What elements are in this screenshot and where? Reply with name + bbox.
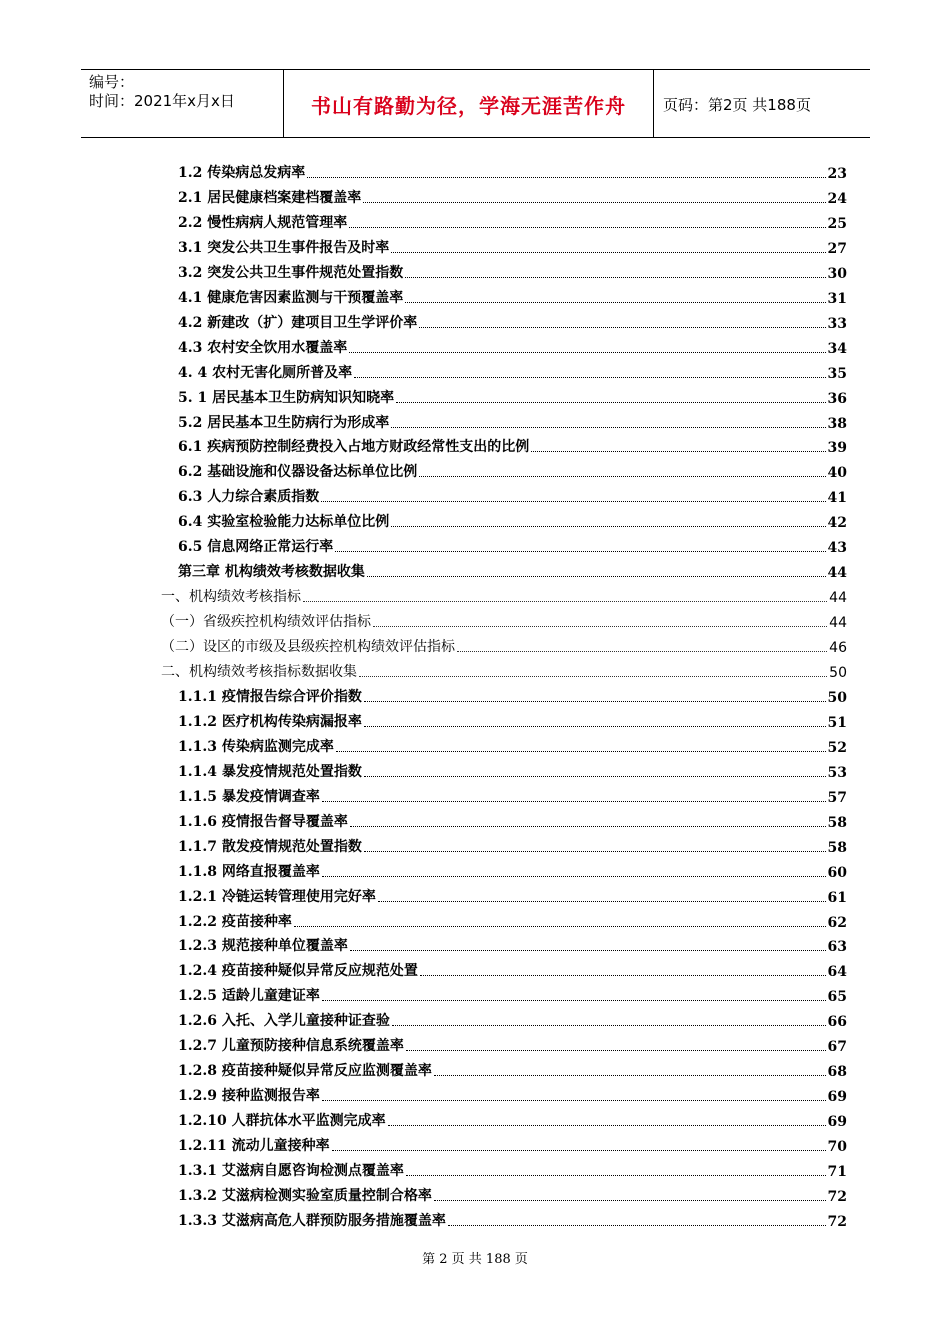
toc-entry-title: 1.2.10 人群抗体水平监测完成率 — [178, 1113, 386, 1130]
toc-entry-page: 43 — [827, 540, 847, 557]
toc-entry-title: 1.2.6 入托、入学儿童接种证查验 — [178, 1013, 390, 1030]
toc-entry-page: 35 — [827, 365, 847, 382]
toc-entry-page: 69 — [827, 1089, 847, 1106]
toc-entry[interactable] — [161, 636, 847, 656]
toc-dot-leader — [457, 651, 827, 652]
toc-entry-page: 61 — [827, 889, 847, 906]
toc-dot-leader — [391, 252, 825, 253]
toc-entry-page: 25 — [827, 215, 847, 232]
toc-entry[interactable] — [178, 287, 847, 307]
toc-entry-title: （二）设区的市级及县级疾控机构绩效评估指标 — [161, 639, 455, 656]
toc-dot-leader — [396, 402, 825, 403]
toc-dot-leader — [448, 1225, 826, 1226]
toc-entry-title: 2.1 居民健康档案建档覆盖率 — [178, 189, 362, 206]
toc-entry-title: 2.2 慢性病病人规范管理率 — [178, 214, 348, 231]
toc-entry[interactable] — [178, 312, 847, 332]
toc-entry[interactable] — [178, 711, 847, 731]
toc-entry[interactable] — [178, 1210, 847, 1230]
header-divider — [653, 70, 654, 137]
toc-entry-title: 1.1.2 医疗机构传染病漏报率 — [178, 713, 362, 730]
toc-entry-page: 40 — [827, 465, 847, 482]
toc-entry-page: 58 — [827, 814, 847, 831]
toc-dot-leader — [367, 576, 826, 577]
toc-entry-page: 33 — [827, 315, 847, 332]
toc-dot-leader — [303, 601, 827, 602]
toc-entry-page: 30 — [827, 265, 847, 282]
toc-entry-page: 27 — [827, 240, 847, 257]
toc-dot-leader — [349, 227, 825, 228]
toc-entry-title: 1.2.11 流动儿童接种率 — [178, 1138, 330, 1155]
toc-dot-leader — [350, 950, 826, 951]
toc-entry-title: 6.4 实验室检验能力达标单位比例 — [178, 514, 390, 531]
toc-dot-leader — [388, 1125, 826, 1126]
toc-dot-leader — [531, 451, 825, 452]
toc-entry[interactable] — [178, 985, 847, 1005]
toc-entry-page: 24 — [827, 190, 847, 207]
toc-dot-leader — [322, 1100, 826, 1101]
toc-entry-title: 6.1 疾病预防控制经费投入占地方财政经常性支出的比例 — [178, 439, 530, 456]
toc-entry[interactable] — [178, 262, 847, 282]
toc-entry-page: 58 — [827, 839, 847, 856]
toc-entry-page: 52 — [827, 739, 847, 756]
toc-dot-leader — [294, 926, 826, 927]
toc-entry-title: 1.2.9 接种监测报告率 — [178, 1088, 320, 1105]
toc-entry-page: 42 — [827, 515, 847, 532]
toc-entry[interactable] — [178, 935, 847, 955]
toc-entry-title: 4.2 新建改（扩）建项目卫生学评价率 — [178, 314, 418, 331]
toc-entry-page: 69 — [827, 1114, 847, 1131]
toc-entry[interactable] — [161, 611, 847, 631]
toc-dot-leader — [420, 975, 826, 976]
header-page-info: 页码：第2页 共188页 — [663, 96, 811, 114]
toc-entry-page: 66 — [827, 1014, 847, 1031]
page-footer: 第 2 页 共 188 页 — [422, 1252, 528, 1267]
toc-dot-leader — [419, 476, 825, 477]
toc-dot-leader — [364, 776, 826, 777]
toc-entry-title: 1.2.5 适龄儿童建证率 — [178, 988, 320, 1005]
toc-dot-leader — [322, 1000, 826, 1001]
toc-entry-title: 1.3.1 艾滋病自愿咨询检测点覆盖率 — [178, 1163, 404, 1179]
toc-entry-title: 1.2.2 疫苗接种率 — [178, 913, 292, 930]
toc-entry[interactable] — [178, 212, 847, 232]
toc-dot-leader — [373, 626, 827, 627]
toc-entry-title: 1.2 传染病总发病率 — [178, 165, 306, 181]
toc-dot-leader — [378, 901, 826, 902]
toc-entry-title: 1.3.3 艾滋病高危人群预防服务措施覆盖率 — [178, 1212, 446, 1229]
toc-dot-leader — [322, 801, 826, 802]
toc-entry[interactable] — [178, 836, 847, 856]
header-motto: 书山有路勤为径，学海无涯苦作舟 — [311, 94, 626, 118]
toc-entry-page: 41 — [827, 490, 847, 507]
toc-entry-page: 44 — [827, 565, 847, 582]
toc-entry[interactable] — [178, 461, 847, 481]
toc-entry-title: 3.2 突发公共卫生事件规范处置指数 — [178, 264, 404, 281]
toc-entry-page: 68 — [827, 1064, 847, 1081]
toc-entry[interactable] — [178, 761, 847, 781]
toc-dot-leader — [406, 1050, 826, 1051]
toc-entry[interactable] — [178, 886, 847, 906]
toc-dot-leader — [405, 302, 825, 303]
toc-entry[interactable] — [178, 536, 847, 556]
toc-dot-leader — [321, 501, 825, 502]
toc-entry-title: （一）省级疾控机构绩效评估指标 — [161, 614, 371, 631]
toc-entry-title: 6.3 人力综合素质指数 — [178, 489, 320, 506]
header-meta — [89, 73, 235, 111]
toc-entry-title: 6.2 基础设施和仪器设备达标单位比例 — [178, 464, 418, 481]
toc-entry[interactable] — [178, 362, 847, 382]
toc-entry[interactable] — [178, 337, 847, 357]
toc-entry[interactable] — [178, 1085, 847, 1105]
toc-entry-title: 1.1.8 网络直报覆盖率 — [178, 863, 320, 880]
toc-entry-title: 第三章 机构绩效考核数据收集 — [178, 564, 365, 581]
toc-entry[interactable] — [161, 586, 847, 606]
toc-entry-page: 65 — [827, 989, 847, 1006]
toc-entry-title: 6.5 信息网络正常运行率 — [178, 539, 334, 556]
toc-entry-page: 38 — [827, 415, 847, 432]
toc-dot-leader — [406, 1175, 826, 1176]
toc-entry-page: 57 — [827, 789, 847, 806]
toc-entry[interactable] — [178, 861, 847, 881]
toc-entry[interactable] — [178, 187, 847, 207]
toc-entry-title: 1.2.8 疫苗接种疑似异常反应监测覆盖率 — [178, 1063, 432, 1080]
toc-entry-page: 31 — [827, 290, 847, 307]
toc-entry-title: 5.2 居民基本卫生防病行为形成率 — [178, 414, 390, 431]
toc-entry-page: 50 — [829, 665, 847, 681]
toc-entry-page: 62 — [827, 914, 847, 931]
toc-entry[interactable] — [178, 387, 847, 407]
toc-entry-title: 4.3 农村安全饮用水覆盖率 — [178, 339, 348, 356]
toc-entry[interactable] — [178, 436, 847, 456]
document-date: 时间：2021年x月x日 — [89, 92, 235, 110]
toc-entry[interactable] — [178, 1135, 847, 1155]
toc-dot-leader — [322, 876, 826, 877]
toc-entry-page: 51 — [827, 714, 847, 731]
toc-entry[interactable] — [178, 736, 847, 756]
toc-entry-page: 63 — [827, 939, 847, 956]
toc-entry-title: 1.1.7 散发疫情规范处置指数 — [178, 838, 362, 855]
toc-dot-leader — [364, 851, 826, 852]
toc-entry[interactable] — [178, 162, 847, 182]
toc-entry-title: 1.2.1 冷链运转管理使用完好率 — [178, 888, 376, 905]
toc-entry-title: 1.2.4 疫苗接种疑似异常反应规范处置 — [178, 963, 418, 980]
toc-entry-title: 一、机构绩效考核指标 — [161, 589, 301, 606]
toc-entry-page: 39 — [827, 440, 847, 457]
toc-entry-page: 46 — [829, 640, 847, 657]
toc-entry-page: 64 — [827, 964, 847, 981]
toc-dot-leader — [364, 726, 826, 727]
toc-dot-leader — [349, 352, 825, 353]
toc-entry-page: 70 — [827, 1139, 847, 1156]
toc-dot-leader — [307, 177, 825, 178]
toc-entry-title: 1.1.3 传染病监测完成率 — [178, 738, 334, 755]
toc-entry-page: 60 — [827, 864, 847, 881]
toc-dot-leader — [336, 751, 826, 752]
toc-entry[interactable] — [178, 486, 847, 506]
toc-dot-leader — [354, 377, 825, 378]
toc-dot-leader — [350, 826, 826, 827]
toc-entry-title: 1.1.5 暴发疫情调查率 — [178, 788, 320, 805]
toc-entry-title: 3.1 突发公共卫生事件报告及时率 — [178, 239, 390, 256]
toc-entry-title: 1.1.6 疫情报告督导覆盖率 — [178, 813, 348, 830]
toc-entry-title: 4.1 健康危害因素监测与干预覆盖率 — [178, 289, 404, 306]
toc-dot-leader — [364, 701, 826, 702]
toc-entry-page: 44 — [829, 590, 847, 607]
toc-entry-page: 67 — [827, 1039, 847, 1056]
toc-dot-leader — [363, 202, 825, 203]
toc-dot-leader — [392, 1025, 826, 1026]
toc-entry-title: 二、机构绩效考核指标数据收集 — [161, 664, 357, 680]
toc-entry-title: 4. 4 农村无害化厕所普及率 — [178, 364, 353, 381]
page-header — [81, 69, 870, 138]
toc-entry-title: 5. 1 居民基本卫生防病知识知晓率 — [178, 389, 395, 406]
toc-entry-page: 72 — [827, 1213, 847, 1230]
toc-entry-page: 72 — [827, 1188, 847, 1205]
toc-entry-title: 1.3.2 艾滋病检测实验室质量控制合格率 — [178, 1187, 432, 1204]
toc-dot-leader — [335, 551, 825, 552]
toc-entry[interactable] — [178, 1060, 847, 1080]
toc-dot-leader — [332, 1150, 826, 1151]
toc-entry[interactable] — [178, 412, 847, 432]
toc-entry[interactable] — [178, 1035, 847, 1055]
toc-entry[interactable] — [178, 1010, 847, 1030]
toc-entry-title: 1.1.4 暴发疫情规范处置指数 — [178, 763, 362, 780]
toc-entry-page: 36 — [827, 390, 847, 407]
toc-entry-title: 1.2.7 儿童预防接种信息系统覆盖率 — [178, 1038, 404, 1055]
toc-dot-leader — [419, 327, 825, 328]
toc-dot-leader — [391, 427, 825, 428]
toc-entry[interactable] — [178, 561, 847, 581]
toc-dot-leader — [434, 1200, 826, 1201]
toc-dot-leader — [405, 277, 825, 278]
toc-entry-page: 44 — [829, 615, 847, 632]
toc-entry[interactable] — [178, 1185, 847, 1205]
toc-dot-leader — [359, 676, 827, 677]
toc-entry-page: 71 — [827, 1164, 847, 1180]
toc-entry[interactable] — [178, 511, 847, 531]
toc-entry-title: 1.1.1 疫情报告综合评价指数 — [178, 688, 362, 705]
toc-entry[interactable] — [178, 811, 847, 831]
toc-entry[interactable] — [178, 237, 847, 257]
toc-entry[interactable] — [161, 661, 847, 681]
document-number-label: 编号： — [89, 73, 135, 91]
toc-entry-page: 50 — [827, 689, 847, 706]
toc-entry[interactable] — [178, 786, 847, 806]
toc-entry[interactable] — [178, 1160, 847, 1180]
toc-entry-page: 23 — [827, 166, 847, 182]
toc-entry-page: 53 — [827, 764, 847, 781]
toc-entry-page: 34 — [827, 340, 847, 357]
toc-dot-leader — [434, 1075, 826, 1076]
toc-entry[interactable] — [178, 1110, 847, 1130]
toc-entry-title: 1.2.3 规范接种单位覆盖率 — [178, 938, 348, 955]
toc-entry[interactable] — [178, 686, 847, 706]
toc-entry[interactable] — [178, 960, 847, 980]
toc-entry[interactable] — [178, 911, 847, 931]
toc-dot-leader — [391, 526, 825, 527]
